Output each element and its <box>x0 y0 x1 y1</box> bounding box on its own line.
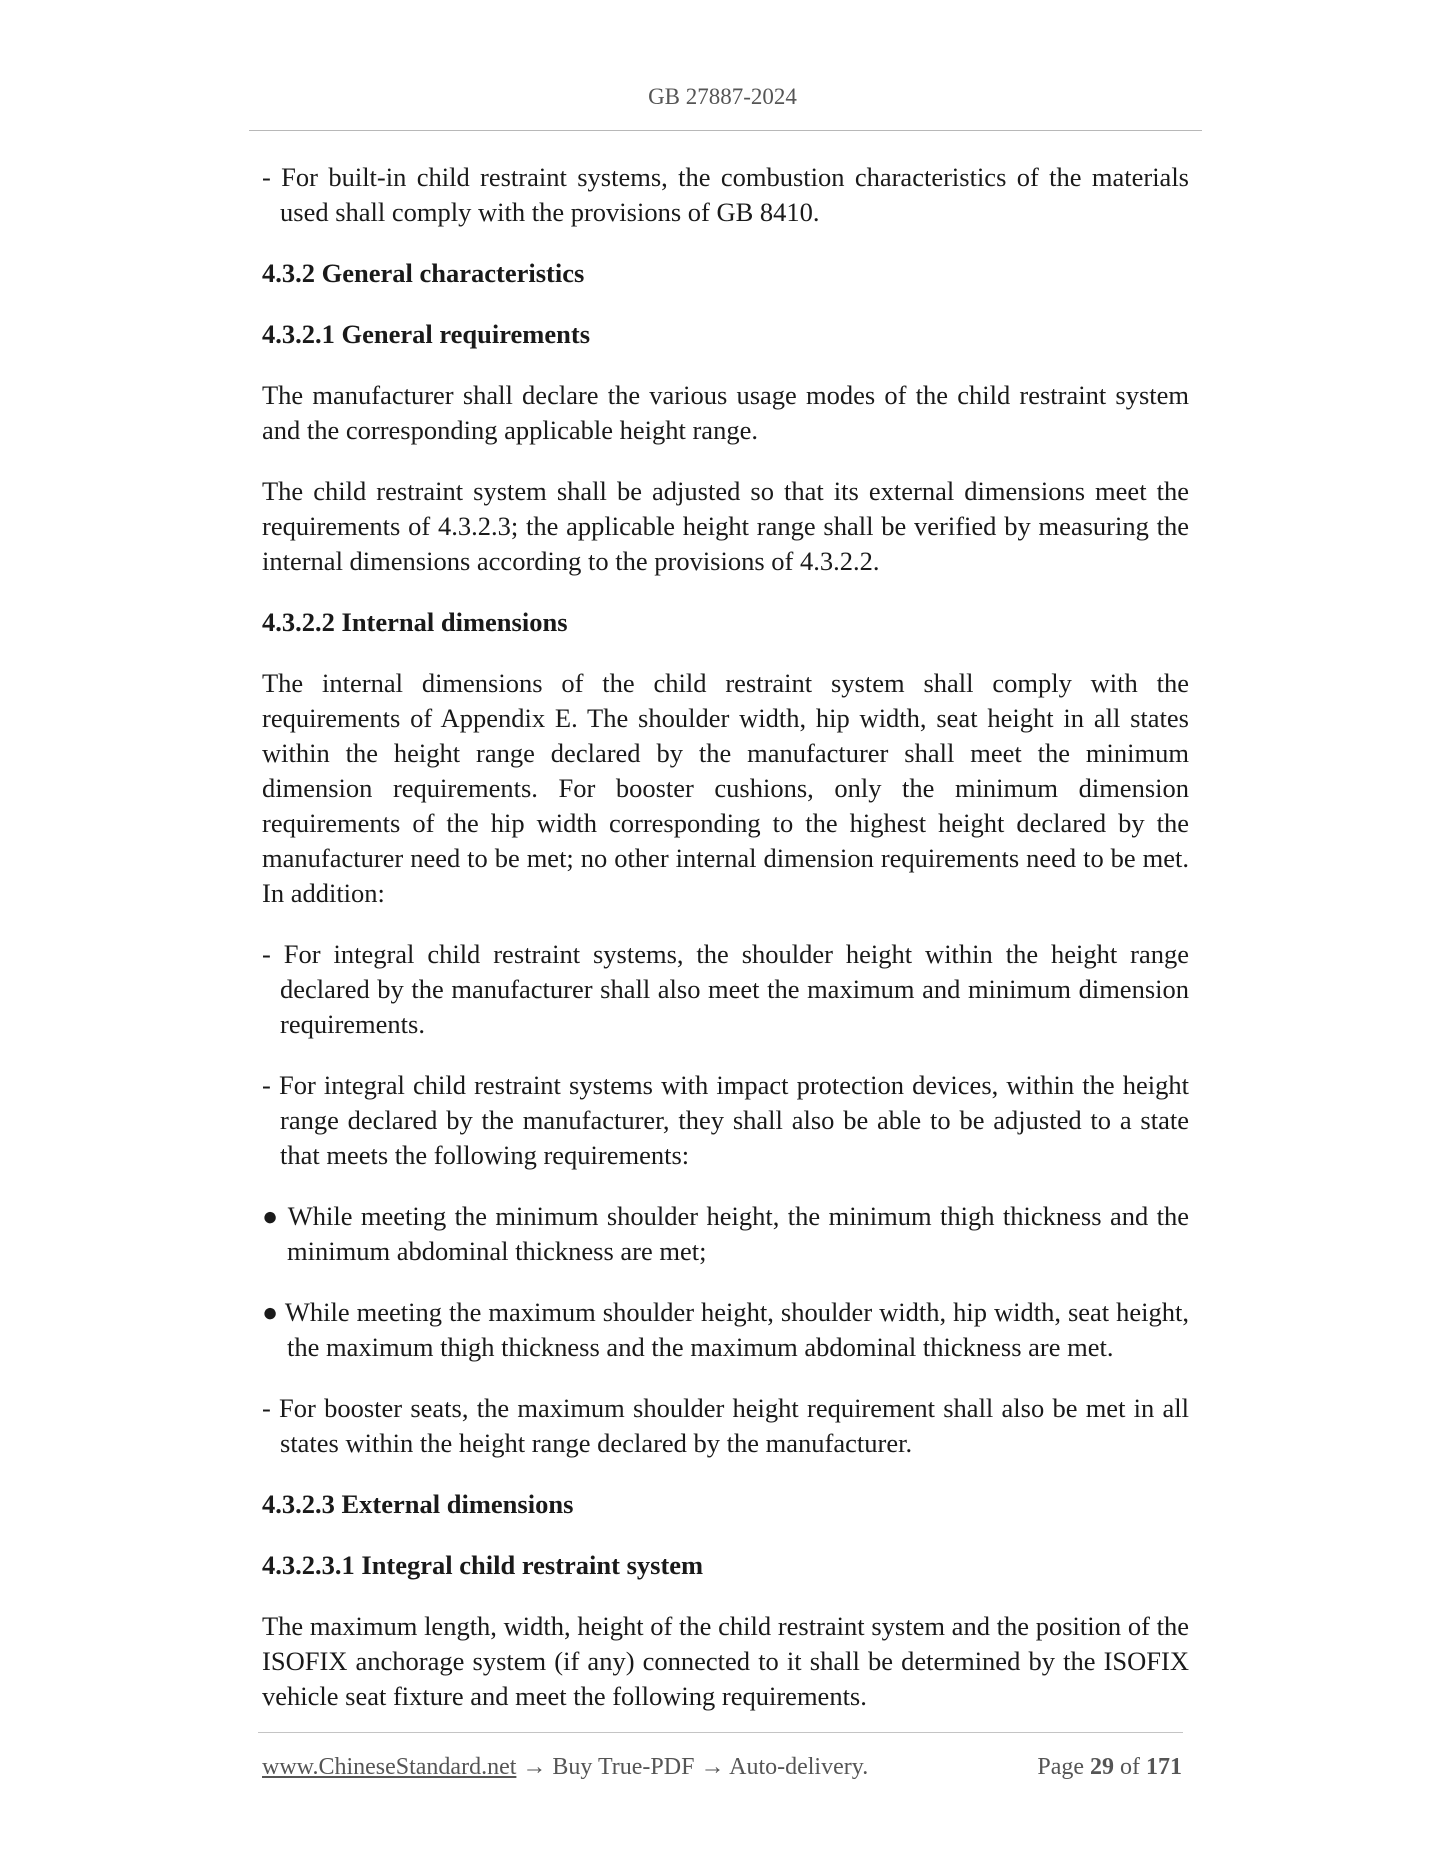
website-link[interactable]: www.ChineseStandard.net <box>262 1754 517 1780</box>
bullet-item-minimum: ● While meeting the minimum shoulder height, the minimum thigh thickness and the minimum abdominal thickness are met; <box>262 1201 1189 1266</box>
footer-divider <box>258 1732 1183 1733</box>
paragraph-declare: The manufacturer shall declare the various usage modes of the child restraint system and the corresponding applicable height range. <box>262 380 1189 445</box>
heading-4-3-2-1: 4.3.2.1 General requirements <box>262 319 591 349</box>
header-divider <box>249 130 1202 131</box>
page-indicator <box>1037 1754 1182 1781</box>
paragraph-external-dimensions: The maximum length, width, height of the child restraint system and the position of the ISOFIX anchorage system (if any) connected to it shall be determined by the ISOFIX vehicle seat fixture and meet the following requirements. <box>262 1611 1189 1711</box>
page-content <box>262 160 1189 1740</box>
bullet-item-maximum: ● While meeting the maximum shoulder height, shoulder width, hip width, seat height, the maximum thigh thickness and the maximum abdominal thickness are met. <box>262 1297 1189 1362</box>
paragraph-adjust: The child restraint system shall be adjusted so that its external dimensions meet the requirements of 4.3.2.3; the applicable height range shall be verified by measuring the internal dimensions according to the provisions of 4.3.2.2. <box>262 476 1189 576</box>
dash-item-integral: - For integral child restraint systems, the shoulder height within the height range declared by the manufacturer shall also meet the maximum and minimum dimension requirements. <box>262 939 1189 1039</box>
footer-promo <box>262 1754 868 1781</box>
of-label: of <box>1120 1754 1140 1780</box>
heading-4-3-2-2: 4.3.2.2 Internal dimensions <box>262 607 568 637</box>
paragraph-internal-dimensions: The internal dimensions of the child restraint system shall comply with the requirements of Appendix E. The shoulder width, hip width, seat height in all states within the height range declared by the manufacturer shall meet the minimum dimension requirements. For booster cushions, only the minimum dimension requirements of the hip width corresponding to the highest height declared by the manufacturer need to be met; no other internal dimension requirements need to be met. In addition: <box>262 668 1189 908</box>
total-pages: 171 <box>1146 1754 1182 1780</box>
document-id-header: GB 27887-2024 <box>648 84 797 109</box>
promo-text: → Buy True-PDF → Auto-delivery. <box>516 1754 869 1780</box>
page-label: Page <box>1037 1754 1084 1780</box>
dash-item-impact-protection: - For integral child restraint systems with impact protection devices, within the height range declared by the manufacturer, they shall also be able to be adjusted to a state that meets the following requirements: <box>262 1070 1189 1170</box>
page-number: 29 <box>1090 1754 1114 1780</box>
heading-4-3-2: 4.3.2 General characteristics <box>262 258 585 288</box>
dash-item-built-in: - For built-in child restraint systems, the combustion characteristics of the materials used shall comply with the provisions of GB 8410. <box>262 162 1189 227</box>
heading-4-3-2-3: 4.3.2.3 External dimensions <box>262 1489 574 1519</box>
heading-4-3-2-3-1: 4.3.2.3.1 Integral child restraint system <box>262 1550 704 1580</box>
dash-item-booster: - For booster seats, the maximum shoulder height requirement shall also be met in all states within the height range declared by the manufacturer. <box>262 1393 1189 1458</box>
